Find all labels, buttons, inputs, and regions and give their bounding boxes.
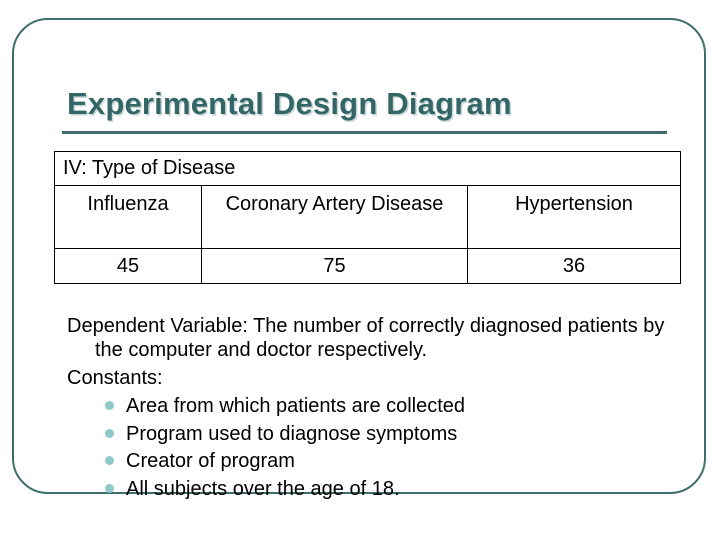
bullet-icon xyxy=(105,401,114,410)
constant-text: Program used to diagnose symptoms xyxy=(126,422,458,445)
group-cell-hypertension: Hypertension xyxy=(468,186,681,249)
value-cell-influenza: 45 xyxy=(55,249,202,284)
value-cell-hypertension: 36 xyxy=(468,249,681,284)
value-row xyxy=(55,249,681,284)
iv-header-row xyxy=(55,152,681,186)
slide-title: Experimental Design Diagram xyxy=(67,86,512,121)
list-item xyxy=(105,477,687,501)
constant-text: Area from which patients are collected xyxy=(126,395,466,417)
list-item xyxy=(105,449,687,473)
constant-text: Creator of program xyxy=(126,450,295,472)
group-cell-influenza: Influenza xyxy=(55,186,202,249)
list-item xyxy=(105,394,687,418)
bullet-icon xyxy=(105,456,114,465)
bullet-icon xyxy=(105,484,114,493)
value-cell-coronary-artery-disease: 75 xyxy=(202,249,468,284)
list-item xyxy=(105,422,687,446)
title-underline xyxy=(62,131,667,134)
experimental-design-table xyxy=(54,151,681,284)
dependent-variable-text: Dependent Variable: The number of correctly diagnosed patients by the computer and doctor respectively. xyxy=(67,315,665,361)
slide-body xyxy=(67,314,687,504)
bullet-icon xyxy=(105,429,114,438)
constants-label: Constants: xyxy=(67,367,163,389)
iv-header-cell: IV: Type of Disease xyxy=(55,152,681,186)
group-cell-coronary-artery-disease: Coronary Artery Disease xyxy=(202,186,468,249)
group-row xyxy=(55,186,681,249)
constants-list xyxy=(67,394,687,501)
constant-text: All subjects over the age of 18. xyxy=(126,477,400,500)
